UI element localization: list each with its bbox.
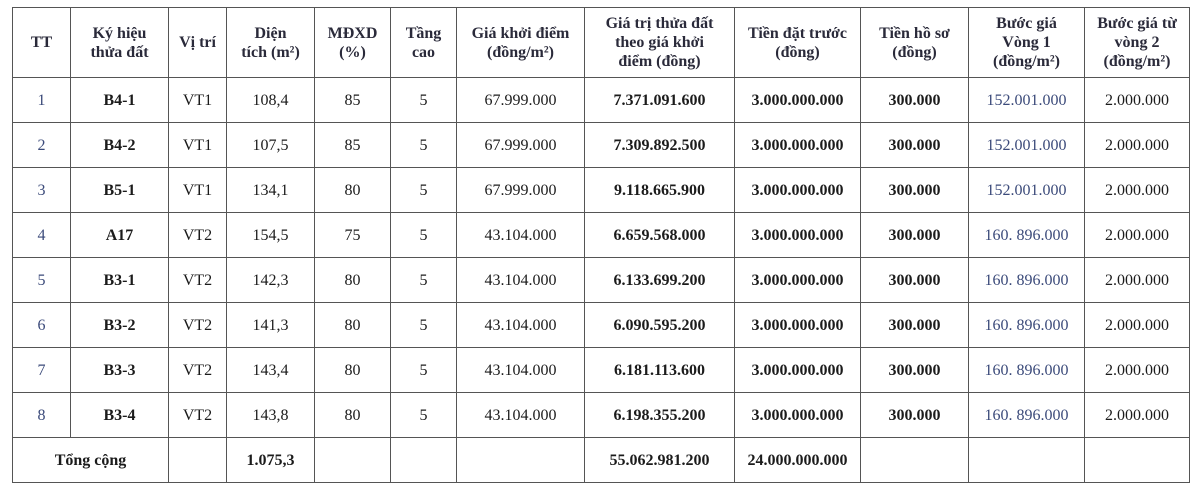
cell-price-step-round2: 2.000.000 <box>1085 168 1190 213</box>
header-parcel-code-line: thửa đất <box>90 43 149 61</box>
total-empty-cell <box>1085 438 1190 483</box>
header-tt <box>13 8 71 78</box>
cell-deposit: 3.000.000.000 <box>735 123 861 168</box>
cell-building-density: 75 <box>315 213 391 258</box>
header-building-density <box>315 8 391 78</box>
cell-price-step-round1: 152.001.000 <box>969 78 1085 123</box>
cell-floors: 5 <box>391 348 457 393</box>
cell-area: 108,4 <box>227 78 315 123</box>
cell-deposit: 3.000.000.000 <box>735 213 861 258</box>
cell-floors: 5 <box>391 303 457 348</box>
total-value: 55.062.981.200 <box>585 438 735 483</box>
cell-price-step-round2: 2.000.000 <box>1085 258 1190 303</box>
cell-area: 134,1 <box>227 168 315 213</box>
cell-deposit: 3.000.000.000 <box>735 78 861 123</box>
cell-dossier-fee: 300.000 <box>861 303 969 348</box>
table-row <box>13 123 1190 168</box>
total-empty-cell <box>861 438 969 483</box>
cell-dossier-fee: 300.000 <box>861 78 969 123</box>
cell-parcel-code: B3-1 <box>71 258 169 303</box>
cell-parcel-value: 9.118.665.900 <box>585 168 735 213</box>
cell-price-step-round2: 2.000.000 <box>1085 213 1190 258</box>
table-row <box>13 303 1190 348</box>
land-auction-table-container <box>12 7 1187 483</box>
total-empty-cell <box>969 438 1085 483</box>
cell-deposit: 3.000.000.000 <box>735 168 861 213</box>
cell-parcel-value: 6.133.699.200 <box>585 258 735 303</box>
header-area-line: tích (m²) <box>241 43 300 61</box>
table-row <box>13 258 1190 303</box>
table-footer <box>13 438 1190 483</box>
cell-price-step-round2: 2.000.000 <box>1085 393 1190 438</box>
cell-building-density: 85 <box>315 123 391 168</box>
cell-location: VT2 <box>169 348 227 393</box>
cell-floors: 5 <box>391 168 457 213</box>
cell-tt: 4 <box>13 213 71 258</box>
header-price-step-round2-line: (đồng/m²) <box>1103 53 1171 70</box>
cell-building-density: 85 <box>315 78 391 123</box>
cell-dossier-fee: 300.000 <box>861 348 969 393</box>
header-tt-line: TT <box>30 34 53 51</box>
cell-tt: 2 <box>13 123 71 168</box>
cell-area: 143,4 <box>227 348 315 393</box>
header-area-line: Diện <box>254 24 287 42</box>
cell-starting-price: 67.999.000 <box>457 123 585 168</box>
cell-parcel-code: B5-1 <box>71 168 169 213</box>
total-empty-cell <box>457 438 585 483</box>
cell-parcel-value: 7.371.091.600 <box>585 78 735 123</box>
cell-area: 143,8 <box>227 393 315 438</box>
cell-price-step-round1: 160. 896.000 <box>969 213 1085 258</box>
cell-building-density: 80 <box>315 303 391 348</box>
header-price-step-round2-line: Bước giá từ <box>1097 15 1177 32</box>
cell-starting-price: 67.999.000 <box>457 78 585 123</box>
header-dossier-fee <box>861 8 969 78</box>
header-parcel-code <box>71 8 169 78</box>
header-price-step-round1 <box>969 8 1085 78</box>
total-empty-cell <box>315 438 391 483</box>
table-row <box>13 348 1190 393</box>
cell-area: 107,5 <box>227 123 315 168</box>
cell-tt: 7 <box>13 348 71 393</box>
cell-building-density: 80 <box>315 348 391 393</box>
header-price-step-round1-line: Vòng 1 <box>1002 34 1051 51</box>
cell-location: VT1 <box>169 168 227 213</box>
total-deposit: 24.000.000.000 <box>735 438 861 483</box>
cell-price-step-round1: 160. 896.000 <box>969 303 1085 348</box>
header-location <box>169 8 227 78</box>
cell-tt: 8 <box>13 393 71 438</box>
cell-parcel-code: B3-2 <box>71 303 169 348</box>
cell-parcel-value: 6.090.595.200 <box>585 303 735 348</box>
header-row <box>13 8 1190 78</box>
cell-price-step-round2: 2.000.000 <box>1085 303 1190 348</box>
cell-parcel-code: A17 <box>71 213 169 258</box>
cell-starting-price: 43.104.000 <box>457 348 585 393</box>
cell-price-step-round2: 2.000.000 <box>1085 123 1190 168</box>
cell-floors: 5 <box>391 123 457 168</box>
cell-floors: 5 <box>391 213 457 258</box>
cell-tt: 6 <box>13 303 71 348</box>
header-building-density-line: (%) <box>339 43 366 61</box>
cell-tt: 1 <box>13 78 71 123</box>
table-row <box>13 213 1190 258</box>
total-empty-cell <box>391 438 457 483</box>
cell-parcel-code: B3-3 <box>71 348 169 393</box>
header-parcel-value-line: điểm (đồng) <box>618 53 701 70</box>
cell-deposit: 3.000.000.000 <box>735 258 861 303</box>
header-floors-line: Tầng <box>405 24 442 42</box>
table-row <box>13 78 1190 123</box>
land-auction-table <box>12 7 1190 483</box>
cell-floors: 5 <box>391 258 457 303</box>
cell-deposit: 3.000.000.000 <box>735 393 861 438</box>
table-row <box>13 393 1190 438</box>
header-parcel-value-line: Giá trị thửa đất <box>605 15 714 32</box>
total-empty-cell <box>169 438 227 483</box>
header-price-step-round2 <box>1085 8 1190 78</box>
header-floors <box>391 8 457 78</box>
cell-price-step-round1: 160. 896.000 <box>969 348 1085 393</box>
cell-price-step-round1: 152.001.000 <box>969 123 1085 168</box>
header-deposit-line: (đồng) <box>775 43 820 61</box>
cell-area: 142,3 <box>227 258 315 303</box>
header-deposit <box>735 8 861 78</box>
cell-parcel-value: 6.181.113.600 <box>585 348 735 393</box>
cell-area: 141,3 <box>227 303 315 348</box>
cell-starting-price: 67.999.000 <box>457 168 585 213</box>
cell-tt: 3 <box>13 168 71 213</box>
cell-location: VT2 <box>169 393 227 438</box>
header-starting-price-line: Giá khởi điểm <box>471 24 570 42</box>
cell-floors: 5 <box>391 393 457 438</box>
table-row <box>13 168 1190 213</box>
cell-parcel-value: 6.198.355.200 <box>585 393 735 438</box>
header-area <box>227 8 315 78</box>
cell-starting-price: 43.104.000 <box>457 303 585 348</box>
cell-building-density: 80 <box>315 258 391 303</box>
cell-building-density: 80 <box>315 168 391 213</box>
cell-price-step-round2: 2.000.000 <box>1085 78 1190 123</box>
header-floors-line: cao <box>411 43 436 61</box>
cell-location: VT1 <box>169 123 227 168</box>
cell-deposit: 3.000.000.000 <box>735 303 861 348</box>
cell-parcel-value: 6.659.568.000 <box>585 213 735 258</box>
header-price-step-round2-line: vòng 2 <box>1114 34 1160 51</box>
cell-floors: 5 <box>391 78 457 123</box>
header-parcel-code-line: Ký hiệu <box>92 24 147 42</box>
cell-deposit: 3.000.000.000 <box>735 348 861 393</box>
cell-price-step-round1: 160. 896.000 <box>969 393 1085 438</box>
cell-price-step-round2: 2.000.000 <box>1085 348 1190 393</box>
total-label: Tổng cộng <box>13 438 169 483</box>
header-starting-price-line: (đồng/m²) <box>486 43 555 61</box>
cell-dossier-fee: 300.000 <box>861 258 969 303</box>
cell-tt: 5 <box>13 258 71 303</box>
cell-starting-price: 43.104.000 <box>457 393 585 438</box>
cell-location: VT2 <box>169 258 227 303</box>
cell-parcel-code: B4-1 <box>71 78 169 123</box>
header-price-step-round1-line: (đồng/m²) <box>992 53 1061 70</box>
header-starting-price <box>457 8 585 78</box>
cell-dossier-fee: 300.000 <box>861 123 969 168</box>
cell-dossier-fee: 300.000 <box>861 393 969 438</box>
total-row <box>13 438 1190 483</box>
cell-building-density: 80 <box>315 393 391 438</box>
header-price-step-round1-line: Bước giá <box>996 15 1057 32</box>
cell-parcel-value: 7.309.892.500 <box>585 123 735 168</box>
cell-price-step-round1: 152.001.000 <box>969 168 1085 213</box>
cell-starting-price: 43.104.000 <box>457 213 585 258</box>
table-body <box>13 78 1190 438</box>
header-parcel-value-line: theo giá khởi <box>615 34 704 51</box>
header-location-line: Vị trí <box>179 34 216 51</box>
cell-location: VT2 <box>169 213 227 258</box>
total-area: 1.075,3 <box>227 438 315 483</box>
table-header <box>13 8 1190 78</box>
header-building-density-line: MĐXD <box>327 24 378 42</box>
cell-dossier-fee: 300.000 <box>861 213 969 258</box>
cell-dossier-fee: 300.000 <box>861 168 969 213</box>
cell-area: 154,5 <box>227 213 315 258</box>
cell-price-step-round1: 160. 896.000 <box>969 258 1085 303</box>
header-deposit-line: Tiền đặt trước <box>747 24 848 42</box>
header-dossier-fee-line: (đồng) <box>892 43 937 61</box>
cell-location: VT1 <box>169 78 227 123</box>
header-parcel-value <box>585 8 735 78</box>
cell-starting-price: 43.104.000 <box>457 258 585 303</box>
cell-parcel-code: B3-4 <box>71 393 169 438</box>
cell-parcel-code: B4-2 <box>71 123 169 168</box>
header-dossier-fee-line: Tiền hồ sơ <box>879 24 950 42</box>
cell-location: VT2 <box>169 303 227 348</box>
